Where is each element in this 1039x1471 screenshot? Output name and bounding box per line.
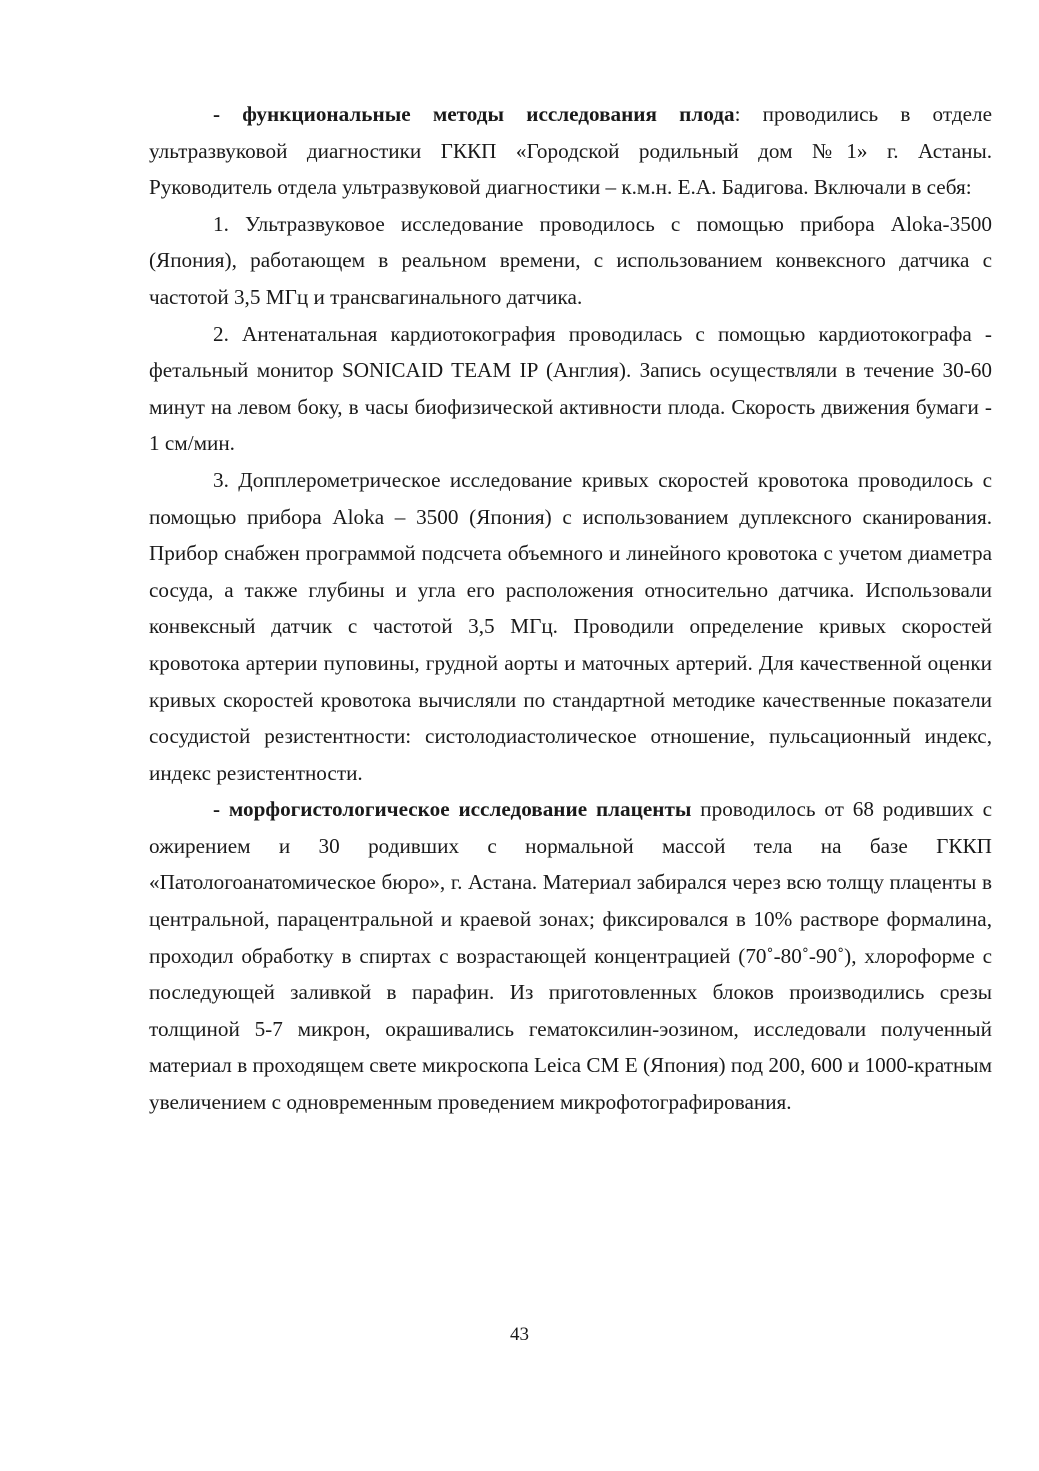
- paragraph-placenta-study: [149, 791, 992, 1120]
- paragraph-fetal-methods: [149, 96, 992, 206]
- paragraph-text: проводилось от 68 родивших с ожирением и 30 родивших с нормальной массой тела на базе ГККП «Патологоанатомическое бюро», г. Астана. Материал забирался через всю толщу плаценты в центральной, парацентральной и краевой зонах; фиксировался в 10% растворе формалина, проходил обработку в спиртах с возрастающей концентрацией (70˚-80˚-90˚), хлороформе с последующей заливкой в парафин. Из приготовленных блоков производились срезы толщиной 5-7 микрон, окрашивались гематоксилин-эозином, исследовали полученный материал в проходящем свете микроскопа Leica CM E (Япония) под 200, 600 и 1000-кратным увеличением с одновременным проведением микрофотографирования.: [149, 797, 992, 1115]
- paragraph-lead-bold: - функциональные методы исследования плода: [213, 102, 735, 126]
- paragraph-lead-bold: - морфогистологическое исследование плаценты: [213, 797, 692, 822]
- list-item-doppler: 3. Допплерометрическое исследование кривых скоростей кровотока проводилось с помощью прибора Aloka – 3500 (Япония) с использованием дуплексного сканирования. Прибор снабжен программой подсчета объемного и линейного кровотока с учетом диаметра сосуда, а также глубины и угла его расположения относительно датчика. Использовали конвексный датчик с частотой 3,5 МГц. Проводили определение кривых скоростей кровотока артерии пуповины, грудной аорты и маточных артерий. Для качественной оценки кривых скоростей кровотока вычисляли по стандартной методике качественные показатели сосудистой резистентности: систолодиастолическое отношение, пульсационный индекс, индекс резистентности.: [149, 467, 992, 785]
- paragraph-text: : проводились в отделе ультразвуковой диагностики ГККП «Городской родильный дом №1» г. Астаны. Руководитель отдела ультразвуковой диагностики – к.м.н. Е.А. Бадигова. Включали в себя:: [149, 102, 992, 200]
- page-body: [149, 96, 992, 1121]
- list-item-ultrasound: 1. Ультразвуковое исследование проводилось с помощью прибора Aloka-3500 (Япония), работающем в реальном времени, с использованием конвексного датчика с частотой 3,5 МГц и трансвагинального датчика.: [149, 211, 992, 309]
- list-item-cardiotocography: 2. Антенатальная кардиотокография проводилась с помощью кардиотокографа - фетальный монитор SONICAID TEAM IP (Англия). Запись осуществляли в течение 30-60 минут на левом боку, в часы биофизической активности плода. Скорость движения бумаги - 1 см/мин.: [149, 321, 992, 456]
- page-number: 43: [510, 1324, 529, 1345]
